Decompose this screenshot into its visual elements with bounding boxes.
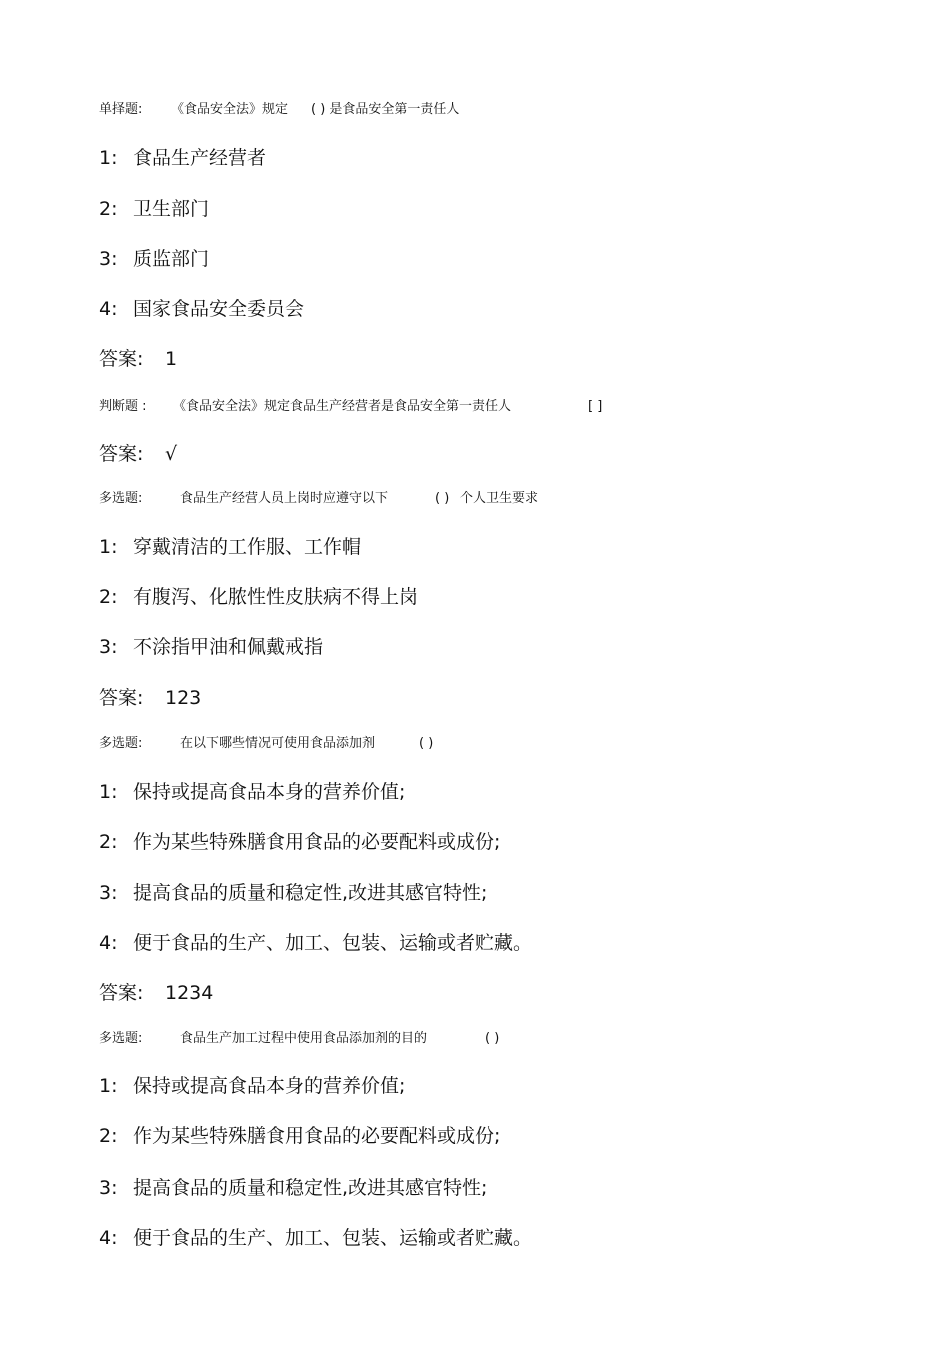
question-blank: ( ) xyxy=(485,1031,500,1046)
answer-value: 1 xyxy=(165,348,178,370)
option-number: 4: xyxy=(99,932,118,954)
answer-line xyxy=(99,981,213,1005)
option-number: 3: xyxy=(99,248,118,270)
option-text: 卫生部门 xyxy=(133,198,210,220)
question-suffix: 个人卫生要求 xyxy=(460,491,539,506)
option-number: 4: xyxy=(99,1227,118,1249)
option xyxy=(99,146,266,170)
option xyxy=(99,1124,500,1148)
answer-label: 答案: xyxy=(99,443,144,465)
option-text: 提高食品的质量和稳定性,改进其感官特性; xyxy=(133,882,488,904)
question-blank: [ ] xyxy=(588,399,603,414)
option xyxy=(99,535,361,559)
answer-line xyxy=(99,686,201,710)
question-text: 《食品安全法》规定 xyxy=(171,102,289,117)
option-number: 2: xyxy=(99,831,118,853)
question-type-label: 判断题 : xyxy=(99,399,147,414)
option-number: 2: xyxy=(99,1125,118,1147)
option-text: 质监部门 xyxy=(133,248,210,270)
option-number: 2: xyxy=(99,586,118,608)
option xyxy=(99,881,487,905)
option-number: 1: xyxy=(99,147,118,169)
option-text: 食品生产经营者 xyxy=(133,147,267,169)
option-number: 1: xyxy=(99,536,118,558)
option xyxy=(99,635,323,659)
option-number: 3: xyxy=(99,636,118,658)
answer-label: 答案: xyxy=(99,687,144,709)
question-blank: ( ) xyxy=(419,736,434,751)
option-number: 1: xyxy=(99,1075,118,1097)
option-text: 提高食品的质量和稳定性,改进其感官特性; xyxy=(133,1177,488,1199)
option-number: 4: xyxy=(99,298,118,320)
option xyxy=(99,297,304,321)
question-text: 在以下哪些情况可使用食品添加剂 xyxy=(180,736,376,751)
option-text: 穿戴清洁的工作服、工作帽 xyxy=(133,536,362,558)
option xyxy=(99,1176,487,1200)
option xyxy=(99,780,405,804)
option xyxy=(99,1074,405,1098)
option-number: 3: xyxy=(99,1177,118,1199)
question-type-label: 多选题: xyxy=(99,736,143,751)
answer-line xyxy=(99,442,177,466)
option xyxy=(99,585,418,609)
question-type-label: 多选题: xyxy=(99,491,143,506)
option xyxy=(99,830,500,854)
option-text: 便于食品的生产、加工、包装、运输或者贮藏。 xyxy=(133,1227,533,1249)
answer-value: 123 xyxy=(165,687,202,709)
question-blank: ( ) 是食品安全第一责任人 xyxy=(311,102,460,117)
option-text: 便于食品的生产、加工、包装、运输或者贮藏。 xyxy=(133,932,533,954)
option-text: 保持或提高食品本身的营养价值; xyxy=(133,1075,406,1097)
option-text: 不涂指甲油和佩戴戒指 xyxy=(133,636,324,658)
question-type-label: 多选题: xyxy=(99,1031,143,1046)
option-text: 国家食品安全委员会 xyxy=(133,298,305,320)
option xyxy=(99,197,209,221)
option-text: 作为某些特殊膳食用食品的必要配料或成份; xyxy=(133,831,501,853)
option-number: 1: xyxy=(99,781,118,803)
question-blank: ( ) xyxy=(435,491,450,506)
question-text: 食品生产加工过程中使用食品添加剂的目的 xyxy=(180,1031,428,1046)
question-text: 食品生产经营人员上岗时应遵守以下 xyxy=(180,491,389,506)
answer-value: 1234 xyxy=(165,982,214,1004)
answer-label: 答案: xyxy=(99,348,144,370)
question-text: 《食品安全法》规定食品生产经营者是食品安全第一责任人 xyxy=(173,399,512,414)
option-text: 有腹泻、化脓性性皮肤病不得上岗 xyxy=(133,586,419,608)
option xyxy=(99,247,209,271)
option xyxy=(99,931,532,955)
answer-line xyxy=(99,347,177,371)
option-text: 保持或提高食品本身的营养价值; xyxy=(133,781,406,803)
question-type-label: 单择题: xyxy=(99,102,143,117)
answer-label: 答案: xyxy=(99,982,144,1004)
option-number: 3: xyxy=(99,882,118,904)
option-text: 作为某些特殊膳食用食品的必要配料或成份; xyxy=(133,1125,501,1147)
answer-value: √ xyxy=(165,443,178,465)
option-number: 2: xyxy=(99,198,118,220)
option xyxy=(99,1226,532,1250)
